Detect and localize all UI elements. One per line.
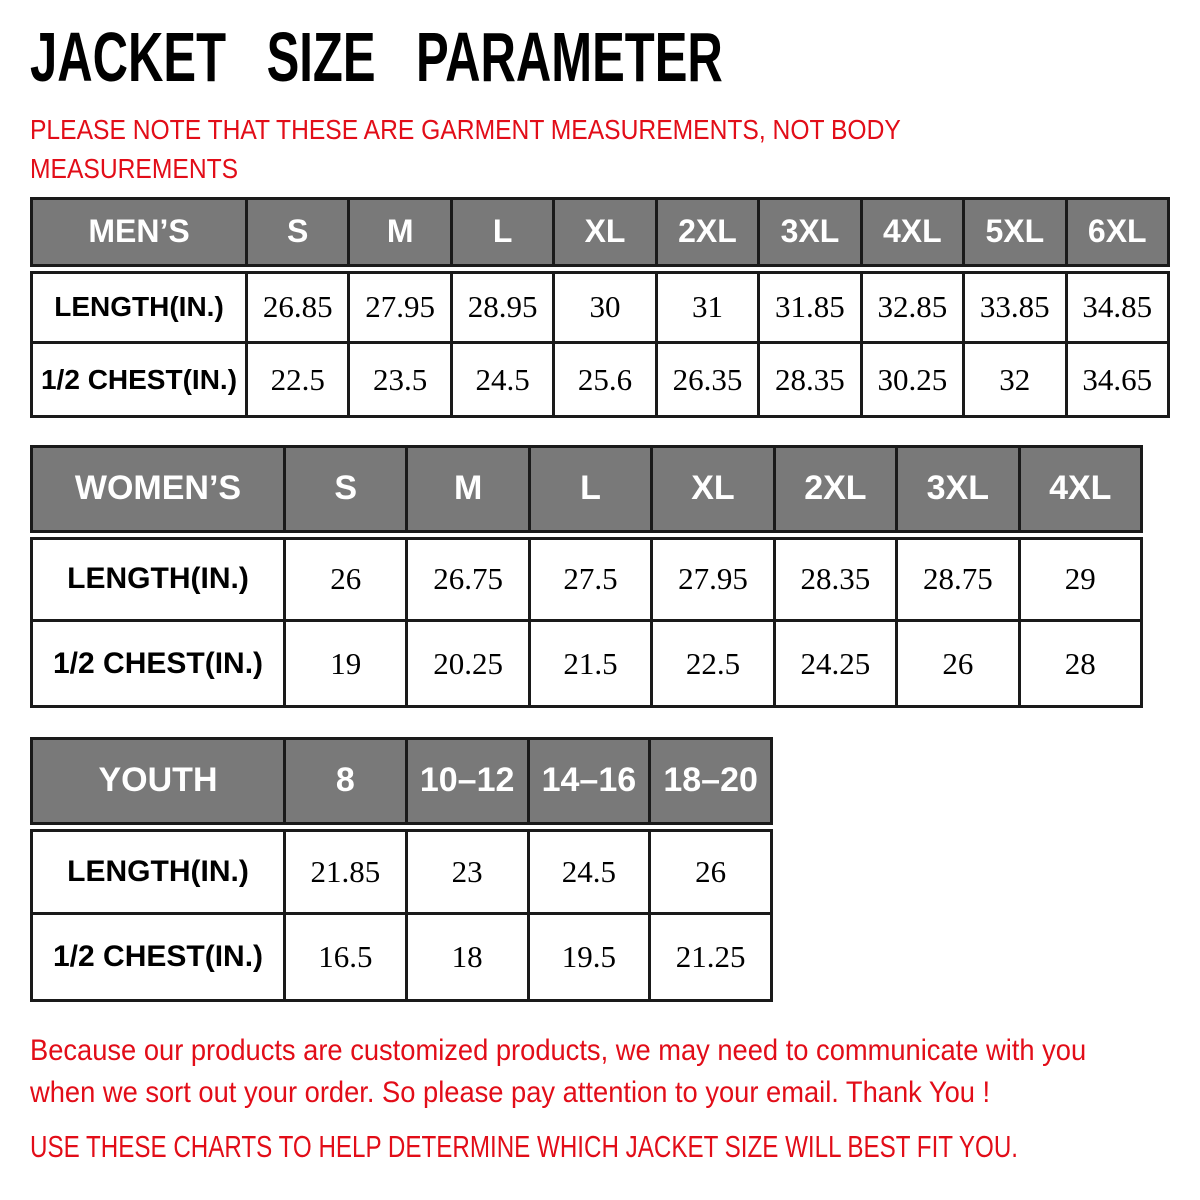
measurement-value-cell: 27.95 — [349, 269, 451, 343]
size-header-cell: 14–16 — [528, 739, 650, 827]
measurement-value-cell: 31 — [656, 269, 758, 343]
measurement-value-cell: 24.5 — [528, 827, 650, 914]
measurement-value-cell: 30.25 — [861, 343, 963, 417]
size-header-cell: 10–12 — [406, 739, 528, 827]
measurement-value-cell: 32 — [964, 343, 1066, 417]
size-header-cell: 3XL — [897, 447, 1019, 535]
size-header-cell: 18–20 — [650, 739, 772, 827]
category-header-cell: WOMEN’S — [32, 447, 285, 535]
measurement-label-cell: LENGTH(IN.) — [32, 827, 285, 914]
measurement-value-cell: 34.85 — [1066, 269, 1169, 343]
size-header-cell: XL — [554, 199, 656, 269]
measurement-value-cell: 26.35 — [656, 343, 758, 417]
measurement-value-cell: 16.5 — [285, 914, 407, 1001]
measurement-row — [32, 621, 1142, 707]
measurement-value-cell: 28.35 — [759, 343, 861, 417]
measurement-value-cell: 19.5 — [528, 914, 650, 1001]
measurement-value-cell: 29 — [1019, 535, 1141, 621]
size-header-cell: L — [529, 447, 651, 535]
size-header-cell: 5XL — [964, 199, 1066, 269]
measurement-value-cell: 25.6 — [554, 343, 656, 417]
measurement-value-cell: 23.5 — [349, 343, 451, 417]
measurement-value-cell: 26 — [285, 535, 407, 621]
measurement-label-cell: LENGTH(IN.) — [32, 535, 285, 621]
measurement-value-cell: 18 — [406, 914, 528, 1001]
measurement-value-cell: 21.25 — [650, 914, 772, 1001]
garment-measurement-note — [30, 110, 1020, 188]
measurement-value-cell: 26.85 — [247, 269, 349, 343]
size-header-row — [32, 447, 1142, 535]
measurement-value-cell: 24.25 — [774, 621, 896, 707]
measurement-value-cell: 34.65 — [1066, 343, 1169, 417]
garment-measurement-note-line1: PLEASE NOTE THAT THESE ARE GARMENT MEASUREMENTS, NOT BODY — [30, 114, 901, 145]
youth-size-table — [30, 737, 773, 1002]
measurement-label-cell: 1/2 CHEST(IN.) — [32, 914, 285, 1001]
measurement-value-cell: 22.5 — [247, 343, 349, 417]
measurement-value-cell: 20.25 — [407, 621, 529, 707]
measurement-value-cell: 27.5 — [529, 535, 651, 621]
measurement-row — [32, 827, 772, 914]
measurement-value-cell: 28.95 — [451, 269, 553, 343]
measurement-row — [32, 535, 1142, 621]
measurement-value-cell: 21.85 — [285, 827, 407, 914]
page-title: JACKET SIZE PARAMETER — [30, 18, 723, 96]
measurement-label-cell: 1/2 CHEST(IN.) — [32, 343, 247, 417]
size-header-cell: 2XL — [656, 199, 758, 269]
measurement-value-cell: 22.5 — [652, 621, 774, 707]
measurement-label-cell: LENGTH(IN.) — [32, 269, 247, 343]
measurement-value-cell: 21.5 — [529, 621, 651, 707]
measurement-row — [32, 914, 772, 1001]
measurement-row — [32, 269, 1169, 343]
size-header-cell: S — [285, 447, 407, 535]
customization-notice-line1: Because our products are customized products, we may need to communicate with you — [30, 1034, 1087, 1067]
womens-size-table — [30, 445, 1143, 708]
measurement-value-cell: 33.85 — [964, 269, 1066, 343]
size-header-cell: XL — [652, 447, 774, 535]
measurement-value-cell: 19 — [285, 621, 407, 707]
measurement-value-cell: 24.5 — [451, 343, 553, 417]
size-header-row — [32, 739, 772, 827]
size-header-cell: 4XL — [861, 199, 963, 269]
measurement-value-cell: 26.75 — [407, 535, 529, 621]
measurement-value-cell: 30 — [554, 269, 656, 343]
mens-size-table — [30, 197, 1170, 418]
customization-notice-line2: when we sort out your order. So please pay attention to your email. Thank You ! — [30, 1076, 991, 1109]
measurement-value-cell: 32.85 — [861, 269, 963, 343]
size-header-cell: 3XL — [759, 199, 861, 269]
size-header-cell: L — [451, 199, 553, 269]
measurement-value-cell: 26 — [897, 621, 1019, 707]
measurement-value-cell: 28.35 — [774, 535, 896, 621]
size-header-cell: 6XL — [1066, 199, 1169, 269]
category-header-cell: MEN’S — [32, 199, 247, 269]
size-header-cell: S — [247, 199, 349, 269]
size-header-row — [32, 199, 1169, 269]
measurement-value-cell: 28.75 — [897, 535, 1019, 621]
measurement-row — [32, 343, 1169, 417]
measurement-label-cell: 1/2 CHEST(IN.) — [32, 621, 285, 707]
garment-measurement-note-line2: MEASUREMENTS — [30, 153, 239, 184]
measurement-value-cell: 23 — [406, 827, 528, 914]
measurement-value-cell: 26 — [650, 827, 772, 914]
category-header-cell: YOUTH — [32, 739, 285, 827]
size-header-cell: M — [349, 199, 451, 269]
measurement-value-cell: 27.95 — [652, 535, 774, 621]
size-header-cell: 2XL — [774, 447, 896, 535]
size-header-cell: M — [407, 447, 529, 535]
customization-notice — [30, 1030, 1191, 1114]
size-header-cell: 8 — [285, 739, 407, 827]
fit-advice-text: USE THESE CHARTS TO HELP DETERMINE WHICH JACKET SIZE WILL BEST FIT YOU. — [30, 1129, 1019, 1164]
measurement-value-cell: 31.85 — [759, 269, 861, 343]
size-header-cell: 4XL — [1019, 447, 1141, 535]
measurement-value-cell: 28 — [1019, 621, 1141, 707]
